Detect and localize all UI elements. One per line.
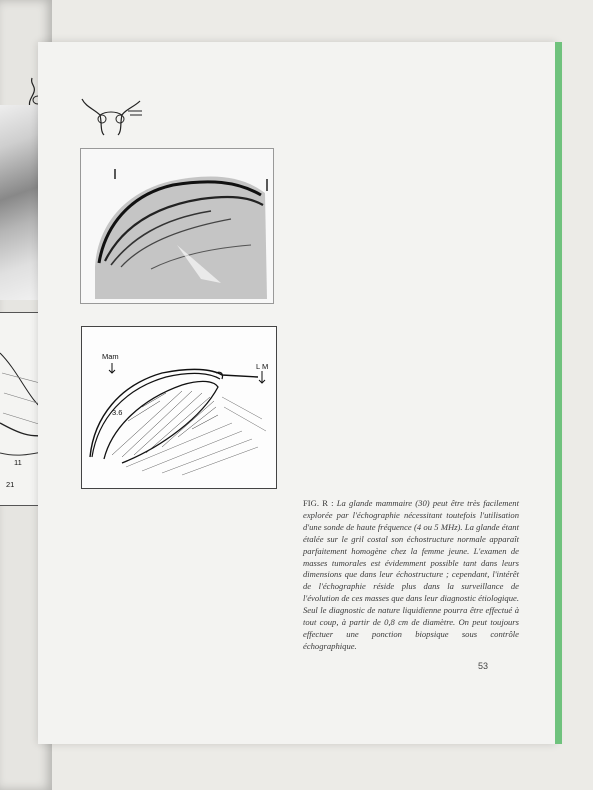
left-label-21: 21	[6, 480, 15, 489]
torso-diagram-icon	[78, 93, 144, 137]
figure-caption	[303, 498, 519, 653]
caption-label: FIG. R :	[303, 498, 334, 508]
marker-mam: Mam	[102, 352, 119, 361]
drawing-number: 3.6	[112, 408, 123, 417]
book-cover-edge	[555, 42, 562, 744]
marker-lm: L M	[256, 362, 269, 371]
page-number: 53	[478, 661, 489, 671]
caption-text: La glande mammaire (30) peut être très facilement explorée par l'échographie nécessitant toutefois l'utilisation d'une sonde de haute fréquence (4 ou 5 MHz). La glande étant étalée sur le gril costal son échostructure normale apparaît parfaitement homogène chez la femme jeune. L'examen de masses tumorales est évidemment possible tant dans leurs dimensions que dans leur échostructure ; cependant, l'intérêt de l'échographie réside plus dans la surveillance de l'évolution de ces masses que dans leur diagnostic étiologique. Seul le diagnostic de nature liquidienne pourra être effectué à tout coup, à partir de 0,8 cm de diamètre. On peut toujours effectuer une ponction biopsique sous contrôle échographique.	[303, 498, 519, 651]
ultrasound-schematic-drawing	[81, 326, 277, 489]
ultrasound-photograph	[80, 148, 274, 304]
left-label-11: 11	[14, 458, 22, 467]
